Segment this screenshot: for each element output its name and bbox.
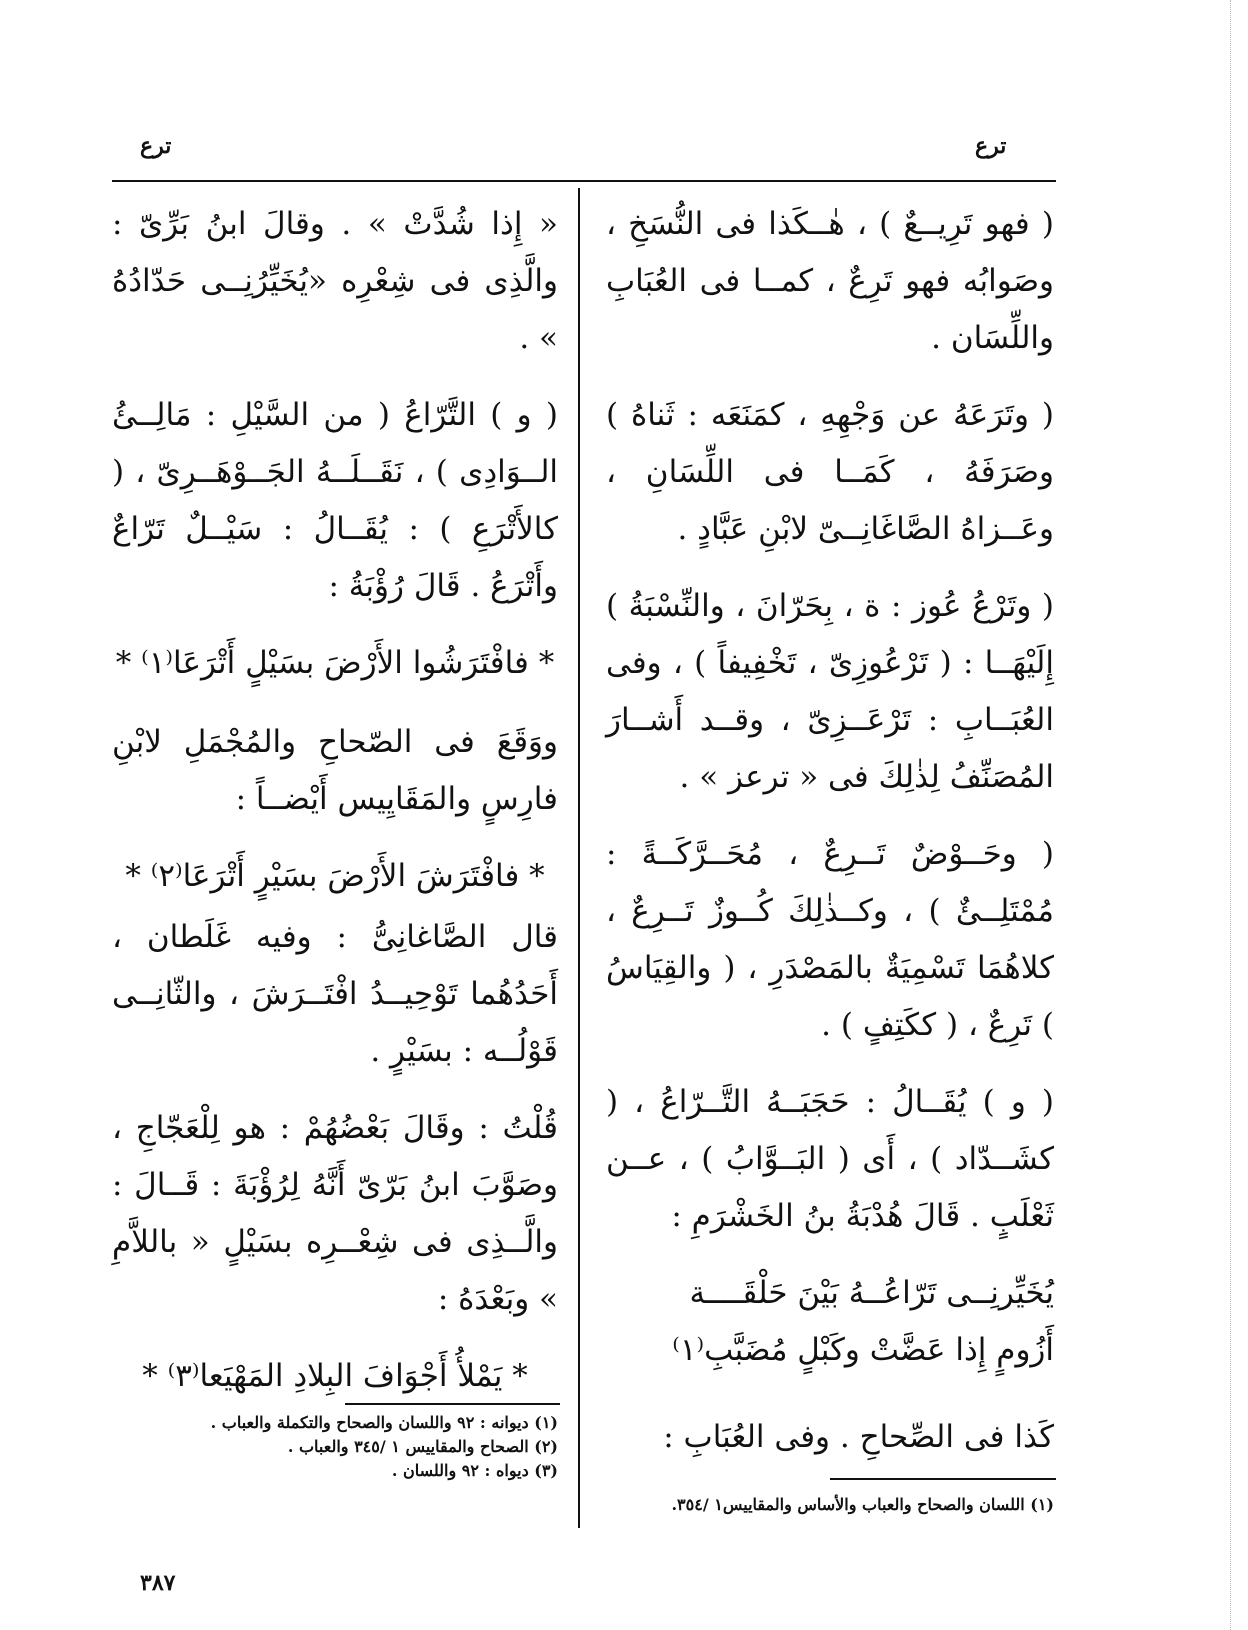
footnote: (٣) ديواه : ٩٢ واللسان . — [391, 1461, 558, 1480]
page-number: ٣٨٧ — [140, 1570, 176, 1596]
left-paragraph-4: قال الصَّاغانِىُّ : وفيه غَلَطان ، أَحَدُهُما تَوْحِيــدُ افْتَــرَشَ ، والثّانِــى قَوْلُــه : بسَيْرٍ . — [112, 919, 558, 1069]
left-column — [112, 196, 558, 1427]
footnote: (٢) الصحاح والمقاييس ١ /٣٤٥ والعباب . — [287, 1437, 558, 1456]
scan-edge — [1230, 0, 1232, 1630]
right-closing-line: كَذا فى الصِّحاحِ . وفى العُبَابِ : — [663, 1419, 1054, 1455]
right-verse-line-2: أَزُومٍ إِذا عَضَّتْ وكَبْلٍ مُضَبَّبِ⁽١⁾ — [672, 1332, 1054, 1368]
running-header-left: ترع — [140, 133, 172, 159]
column-divider — [578, 188, 580, 1528]
left-paragraph-2: ( و ) التَّرّاعُ ( من السَّيْلِ : مَالِــئُ الــوَادِى ) ، نَقَــلَــهُ الجَــوْهَــرِىّ ، ( كالأَتْرَعِ ) : يُقَــالُ : سَيْــلٌ تَرّاعٌ وأَتْرَعُ . قَالَ رُؤْبَةُ : — [112, 397, 558, 604]
right-verse-line-1: يُخَيِّرنِــى تَرّاعُــهُ بَيْنَ حَلْقَــــة — [689, 1275, 1054, 1311]
footnote: (١) ديوانه : ٩٢ واللسان والصحاح والتكملة والعباب . — [210, 1413, 558, 1432]
running-header-right: ترع — [975, 133, 1007, 159]
footnotes-right — [606, 1493, 1054, 1517]
footnote-rule-left — [345, 1403, 560, 1405]
right-paragraph-4: ( وحَــوْضٌ تَــرِعٌ ، مُحَــرَّكَــةً : مُمْتَلِــئٌ ) ، وكــذٰلِكَ كُــوزٌ تَــرِعٌ ، كلاهُمَا تَسْمِيَةٌ بالمَصْدَرِ ، ( والقِيَاسُ ) تَرِعٌ ، ( ككَتِفٍ ) . — [606, 836, 1054, 1043]
right-paragraph-2: ( وتَرَعَهُ عن وَجْهِهِ ، كمَنَعَه : ثَناهُ ) وصَرَفَهُ ، كَمَــا فى اللِّسَانِ ، وعَــزاهُ الصَّاغَانِــىّ لابْنِ عَبَّادٍ . — [606, 397, 1054, 547]
left-paragraph-5: قُلْتُ : وقَالَ بَعْضُهُمْ : هو لِلْعَجّاجِ ، وصَوَّبَ ابنُ بَرّىّ أَنَّهُ لِرُؤْبَةَ : قَــالَ : والَّــذِى فى شِعْــرِه بسَيْلٍ « باللاَّمِ » وبَعْدَهُ : — [112, 1110, 558, 1317]
left-paragraph-1: « إِذا شُدَّتْ » . وقالَ ابنُ بَرِّىّ : والَّذِى فى شِعْرِه «يُخَيِّرُنِــى حَدّادُهُ » . — [112, 206, 558, 356]
right-paragraph-5: ( و ) يُقَــالُ : حَجَبَــهُ التَّــرّاعُ ، ( كشَــدّاد ) ، أَى ( البَــوَّابُ ) ، عــن ثَعْلَبٍ . قَالَ هُدْبَةُ بنُ الخَشْرَمِ : — [606, 1084, 1054, 1234]
header-rule — [112, 180, 1056, 182]
footnotes-left — [112, 1411, 558, 1483]
right-paragraph-3: ( وتَرْعُ عُوز : ة ، بِحَرّانَ ، والنِّسْبَةُ ) إِلَيْهَــا : ( تَرْعُوزِىّ ، تَخْفِيفاً ) ، وفى العُبَــابِ : تَرْعَــزِىّ ، وقــد أَشــارَ المُصَنِّفُ لِذٰلِكَ فى « ترعز » . — [606, 588, 1054, 795]
footnote: (١) اللسان والصحاح والعباب والأساس والمقاييس١ /٣٥٤. — [671, 1495, 1054, 1514]
right-paragraph-1: ( فهو تَرِيــعٌ ) ، هٰــكَذا فى النُّسَخِ ، وصَوابُه فهو تَرِعٌ ، كمــا فى العُبَابِ واللِّسَان . — [606, 206, 1054, 356]
left-paragraph-3: ووَقَعَ فى الصّحاحِ والمُجْمَلِ لابْنِ فارِسٍ والمَقَايِيس أَيْضــاً : — [112, 724, 558, 817]
left-verse-3: * يَمْلأُ أَجْوَافَ البِلادِ المَهْيَعا⁽٣⁾ * — [142, 1358, 528, 1394]
left-verse-1: * فافْتَرَشُوا الأَرْضَ بسَيْلٍ أَتْرَعَا⁽١⁾ * — [115, 645, 555, 681]
right-column — [606, 196, 1054, 1486]
left-verse-2: * فافْتَرَشَ الأَرْضَ بسَيْرٍ أَتْرَعَا⁽٢⁾ * — [125, 858, 545, 894]
footnote-rule-right — [830, 1478, 1056, 1480]
